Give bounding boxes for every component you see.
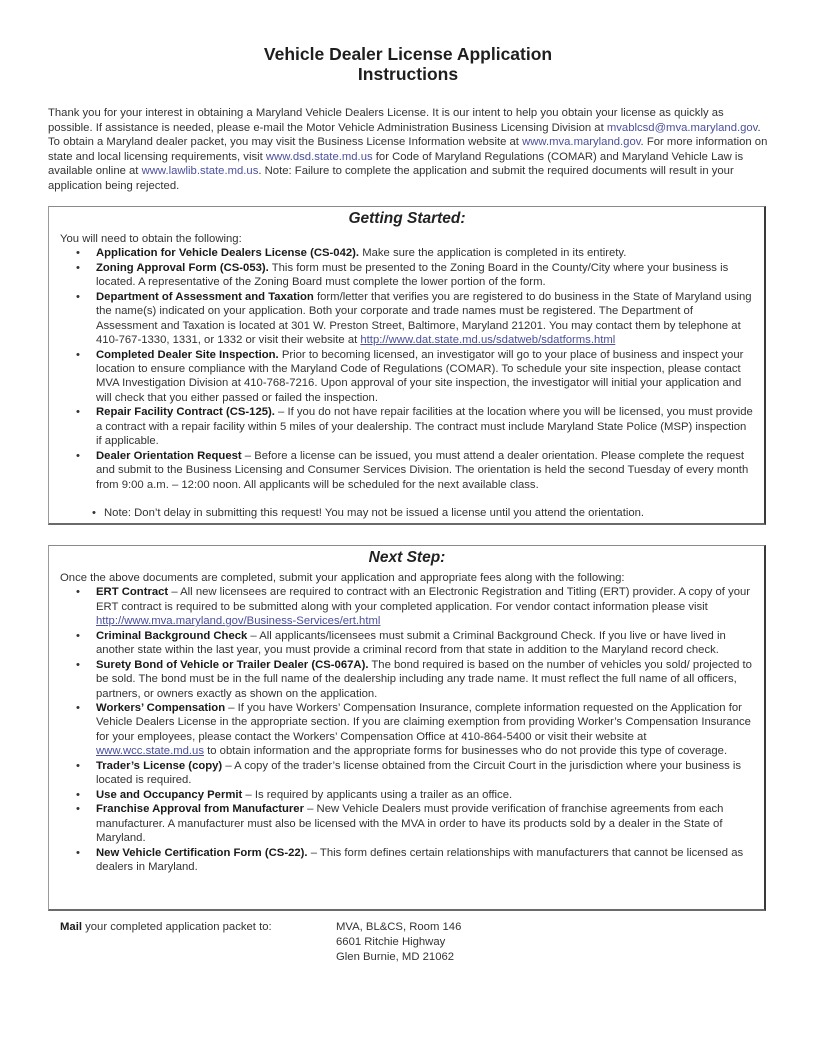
list-item-assessment-taxation [76, 290, 754, 348]
bullet-icon: • [76, 449, 80, 462]
wcc-link[interactable]: www.wcc.state.md.us [96, 745, 204, 758]
lawlib-website-link[interactable]: www.lawlib.state.md.us [141, 165, 259, 178]
list-item-criminal-background [76, 629, 754, 658]
intro-text-5: . Note: Failure to complete the application and submit the required documents will result in your application being rejected. [48, 165, 734, 192]
bullet-icon: • [76, 261, 80, 274]
getting-started-list [60, 246, 754, 492]
item-text: – All new licensees are required to contract with an Electronic Registration and Titling (ERT) provider. A copy of your ERT contract is required to be submitted along with your completed application. For vendor contact information please visit [96, 586, 751, 613]
email-link[interactable]: mvablcsd@mva.maryland.gov [606, 121, 758, 134]
next-step-heading: Next Step: [368, 549, 446, 566]
bullet-icon: • [76, 846, 80, 859]
bullet-icon: • [76, 759, 80, 772]
note-text: Note: Don’t delay in submitting this request! You may not be issued a license until you attend the orientation. [104, 507, 645, 520]
list-item-site-inspection [76, 348, 754, 406]
dsd-website-link[interactable]: www.dsd.state.md.us [265, 150, 373, 163]
item-title: Criminal Background Check [96, 629, 248, 642]
intro-text-4: for Code of Maryland Regulations (COMAR) and Maryland Vehicle Law is available online at [48, 150, 744, 178]
item-text: This form must be presented to the Zoning Board in the County/City where your business is located. A representative of the Zoning Board must complete the lower portion of the form. [96, 261, 729, 289]
item-title: Completed Dealer Site Inspection. [96, 348, 279, 361]
mail-instruction [60, 920, 272, 935]
list-item-dealer-orientation [76, 449, 754, 492]
item-title: Surety Bond of Vehicle or Trailer Dealer (CS-067A). [96, 658, 369, 671]
list-item-zoning [76, 261, 754, 290]
item-text-after: to obtain information and the appropriate forms for businesses who do not provide this type of coverage. [203, 745, 728, 758]
item-text: form/letter that verifies you are registered to do business in the State of Maryland using the name(s) indicated on your application. Both your corporate and trade names must be registered. The Department of Assessment and Taxation is located at 301 W. Preston Street, Baltimore, Maryland 21201. You may contact them by telephone at 410-767-1330, 1331, or 1332 or visit their website at [96, 290, 752, 347]
bullet-icon: • [76, 629, 80, 642]
bullet-icon: • [76, 658, 80, 671]
item-title: Dealer Orientation Request [96, 449, 242, 462]
item-title: New Vehicle Certification Form (CS-22). [96, 846, 308, 859]
intro-text-1: Thank you for your interest in obtaining a Maryland Vehicle Dealers License. It is our intent to help you obtain your license as quickly as possible. If assistance is needed, please e-mail the Motor Vehicle Administration Business Licensing Division at [48, 107, 724, 134]
mailing-address [336, 920, 461, 965]
getting-started-box [48, 206, 766, 525]
bullet-icon: • [76, 290, 80, 303]
item-text: – New Vehicle Dealers must provide verification of franchise agreements from each manufacturer. A manufacturer must also be licensed with the MVA in order to have its products sold by a dealer in the State of Maryland. [96, 803, 724, 845]
mva-website-link[interactable]: www.mva.maryland.gov [522, 136, 641, 149]
intro-text-3: . For more information on state and local licensing requirements, visit [48, 136, 768, 163]
next-step-list [60, 585, 754, 874]
orientation-note [92, 506, 754, 520]
next-step-box [48, 545, 766, 911]
ert-link[interactable]: http://www.mva.maryland.gov/Business-Services/ert.html [96, 615, 381, 628]
item-text: – Is required by applicants using a trailer as an office. [242, 788, 513, 801]
list-item-occupancy-permit [76, 788, 754, 802]
bullet-icon: • [92, 507, 96, 520]
item-text: – All applicants/licensees must submit a Criminal Background Check. If you live or have lived in another state within the last year, you must provide a criminal record from that state in addition to the Maryland record check. [96, 629, 726, 657]
title-line-1: Vehicle Dealer License Application [263, 44, 553, 64]
address-line-3: Glen Burnie, MD 21062 [336, 951, 455, 963]
item-title: Trader’s License (copy) [96, 759, 223, 772]
bullet-icon: • [76, 348, 80, 361]
item-text: Prior to becoming licensed, an investigator will go to your place of business and inspect your location to ensure compliance with the Maryland Code of Regulations (COMAR). To schedule your site inspection, please contact MVA Investigation Division at 410-768-7216. Upon approval of your site inspection, the investigator will initial your application and will check that you either passed or failed the inspection. [96, 348, 744, 404]
sdat-forms-link[interactable]: http://www.dat.state.md.us/sdatweb/sdatforms.html [360, 334, 616, 347]
item-text: The bond required is based on the number of vehicles you sold/ projected to be sold. The bond must be in the full name of the dealership including any trade name. It must reflect the full name of all officers, partners, or owners exactly as shown on the application. [96, 658, 752, 700]
item-title: Department of Assessment and Taxation [96, 290, 314, 303]
item-title: ERT Contract [96, 586, 169, 599]
bullet-icon: • [76, 586, 80, 599]
intro-paragraph [48, 106, 770, 194]
bullet-icon: • [76, 406, 80, 419]
list-item-repair-facility [76, 405, 754, 448]
intro-text-2: . To obtain a Maryland dealer packet, you may visit the Business License Information website at [48, 121, 761, 149]
list-item-new-vehicle-cert [76, 846, 754, 875]
item-text: – If you have Workers’ Compensation Insurance, complete information requested on the Application for Vehicle Dealers License in the appropriate section. If you are claiming exemption from providing Worker’s Compensation Insurance for your employees, please contact the Workers’ Compensation Office at 410-864-5400 or visit their website at [96, 702, 751, 743]
title-line-2: Instructions [357, 64, 459, 84]
bullet-icon: • [76, 702, 80, 715]
list-item-surety-bond [76, 658, 754, 701]
bullet-icon: • [76, 247, 80, 260]
item-text: – If you do not have repair facilities at the location where you will be licensed, you must provide a contract with a repair facility within 5 miles of your dealership. The contract must include Maryland State Police (MSP) inspection if applicable. [96, 406, 753, 448]
list-item-workers-comp [76, 701, 754, 759]
bullet-icon: • [76, 788, 80, 801]
getting-started-lead: You will need to obtain the following: [60, 233, 242, 245]
list-item-franchise-approval [76, 802, 754, 845]
item-text: Make sure the application is completed in its entirety. [359, 247, 627, 260]
next-step-lead: Once the above documents are completed, submit your application and appropriate fees along with the following: [60, 572, 625, 584]
mail-text: your completed application packet to: [81, 921, 272, 933]
item-title: Zoning Approval Form (CS-053). [96, 261, 269, 274]
getting-started-heading: Getting Started: [348, 210, 466, 227]
address-line-2: 6601 Ritchie Highway [336, 936, 446, 948]
list-item-ert-contract [76, 585, 754, 628]
address-line-1: MVA, BL&CS, Room 146 [336, 921, 462, 933]
item-text: – Before a license can be issued, you must attend a dealer orientation. Please complete the request and submit to the Business Licensing and Consumer Services Division. The orientation is held the second Tuesday of every month from 9:00 a.m. – 12:00 noon. All applicants will be scheduled for the next available class. [96, 449, 749, 491]
item-text: – A copy of the trader’s license obtained from the Circuit Court in the jurisdiction where your business is located is required. [96, 759, 742, 787]
item-title: Repair Facility Contract (CS-125). [96, 406, 275, 419]
item-title: Use and Occupancy Permit [96, 788, 243, 801]
mail-bold: Mail [60, 921, 82, 933]
item-title: Workers’ Compensation [96, 702, 226, 715]
list-item-traders-license [76, 759, 754, 788]
page-title [0, 44, 816, 84]
item-title: Franchise Approval from Manufacturer [96, 803, 304, 816]
list-item-application [76, 246, 754, 260]
bullet-icon: • [76, 803, 80, 816]
item-text: – This form defines certain relationships with manufacturers that cannot be licensed as dealers in Maryland. [96, 846, 744, 874]
item-title: Application for Vehicle Dealers License (CS-042). [96, 247, 360, 260]
